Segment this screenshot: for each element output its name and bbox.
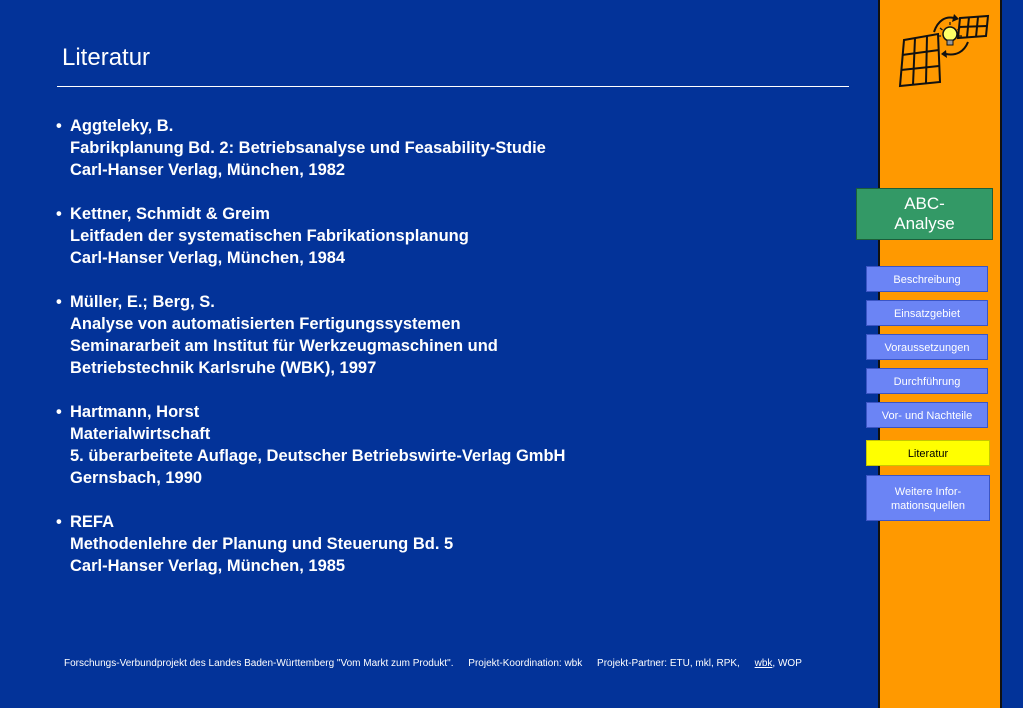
- reference-list: [56, 115, 836, 599]
- nav-durchfuehrung-button[interactable]: Durchführung: [866, 368, 988, 394]
- section-title-line2: Analyse: [894, 214, 955, 233]
- bullet-icon: •: [56, 293, 62, 311]
- bullet-icon: •: [56, 117, 62, 135]
- title-divider: [57, 86, 849, 87]
- bullet-icon: •: [56, 205, 62, 223]
- reference-author: Hartmann, Horst: [70, 403, 200, 421]
- reference-line: 5. überarbeitete Auflage, Deutscher Betriebswirte-Verlag GmbH: [70, 447, 566, 465]
- reference-line: Seminararbeit am Institut für Werkzeugmaschinen und: [70, 337, 498, 355]
- reference-item: [56, 291, 836, 379]
- reference-line: Carl-Hanser Verlag, München, 1982: [70, 161, 346, 179]
- footer-partners: Projekt-Partner: ETU, mkl, RPK, wbk, WOP: [597, 658, 802, 669]
- section-title-line1: ABC-: [904, 194, 945, 213]
- reference-line: Analyse von automatisierten Fertigungssystemen: [70, 315, 461, 333]
- reference-item: [56, 511, 836, 577]
- reference-line: Betriebstechnik Karlsruhe (WBK), 1997: [70, 359, 377, 377]
- reference-line: Materialwirtschaft: [70, 425, 211, 443]
- section-title-box: [856, 188, 993, 240]
- reference-line: Gernsbach, 1990: [70, 469, 203, 487]
- reference-item: [56, 203, 836, 269]
- reference-line: Carl-Hanser Verlag, München, 1984: [70, 249, 346, 267]
- reference-author: Müller, E.; Berg, S.: [70, 293, 215, 311]
- nav-beschreibung-button[interactable]: Beschreibung: [866, 266, 988, 292]
- reference-author: REFA: [70, 513, 115, 531]
- reference-author: Aggteleky, B.: [70, 117, 174, 135]
- footer-coordination: Projekt-Koordination: wbk: [468, 658, 583, 669]
- reference-line: Leitfaden der systematischen Fabrikationsplanung: [70, 227, 469, 245]
- reference-line: Carl-Hanser Verlag, München, 1985: [70, 557, 346, 575]
- nav-einsatzgebiet-button[interactable]: Einsatzgebiet: [866, 300, 988, 326]
- page-title: Literatur: [62, 44, 151, 71]
- reference-item: [56, 115, 836, 181]
- nav-vor-nachteile-button[interactable]: Vor- und Nachteile: [866, 402, 988, 428]
- footer-project: Forschungs-Verbundprojekt des Landes Baden-Württemberg "Vom Markt zum Produkt".: [64, 658, 454, 669]
- bullet-icon: •: [56, 403, 62, 421]
- reference-line: Fabrikplanung Bd. 2: Betriebsanalyse und Feasability-Studie: [70, 139, 546, 157]
- reference-line: Methodenlehre der Planung und Steuerung Bd. 5: [70, 535, 454, 553]
- sidebar-edge: [1004, 0, 1023, 708]
- footer: [64, 658, 864, 669]
- bullet-icon: •: [56, 513, 62, 531]
- nav-voraussetzungen-button[interactable]: Voraussetzungen: [866, 334, 988, 360]
- wbk-link[interactable]: wbk: [754, 658, 773, 669]
- reference-author: Kettner, Schmidt & Greim: [70, 205, 270, 223]
- nav-weitere-informationsquellen-button[interactable]: Weitere Infor- mationsquellen: [866, 475, 990, 521]
- nav-literatur-button[interactable]: Literatur: [866, 440, 990, 466]
- reference-item: [56, 401, 836, 489]
- lightbulb-grid-logo-icon: [896, 10, 992, 90]
